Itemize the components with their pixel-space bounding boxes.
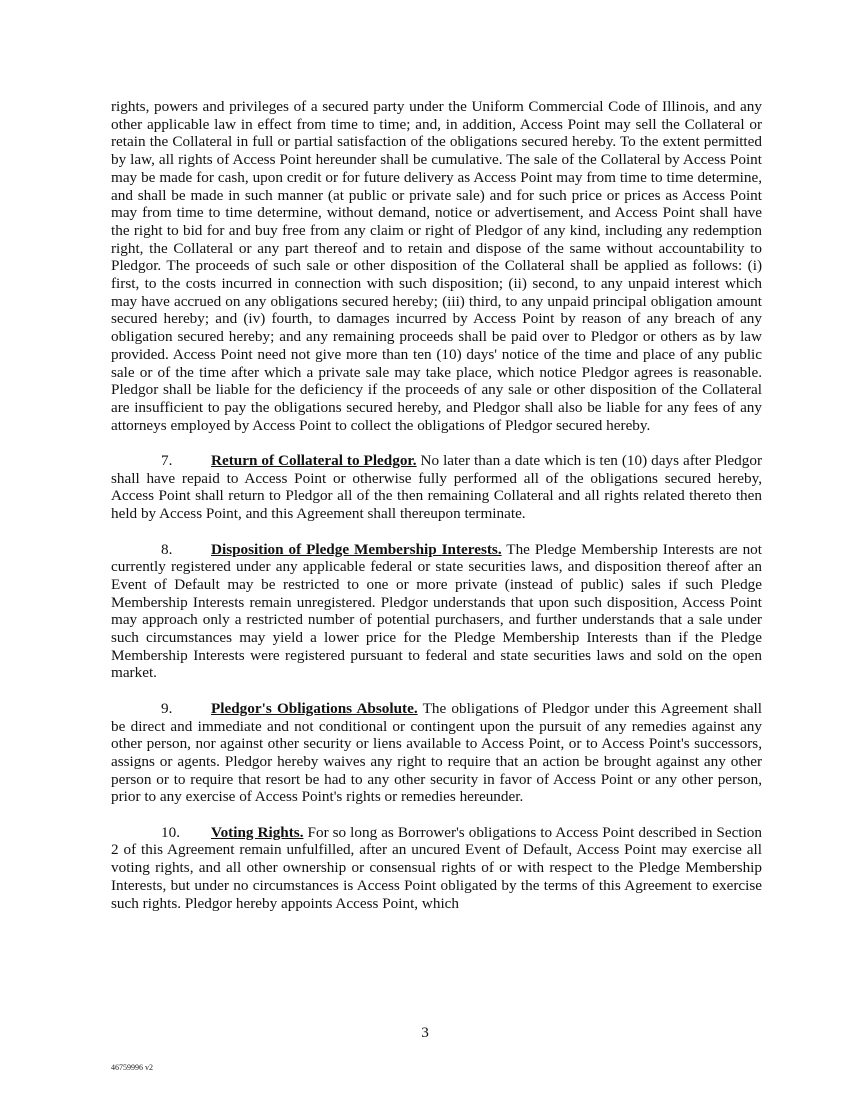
section-8 <box>111 541 762 683</box>
section-9-heading: Pledgor's Obligations Absolute. <box>211 699 418 717</box>
section-10-heading: Voting Rights. <box>211 823 304 841</box>
section-10-number: 10. <box>161 823 180 841</box>
page-number: 3 <box>421 1024 429 1041</box>
section-7-number: 7. <box>161 452 173 470</box>
section-7-heading: Return of Collateral to Pledgor. <box>211 452 417 470</box>
section-7-text: No later than a date which is ten (10) days after Pledgor shall have repaid to Access Point or otherwise fully performed all of the obligations secured hereby, Access Point shall return to Pledgor all of the then remaining Collateral and all rights related thereto then held by Access Point, and this Agreement shall thereupon terminate. <box>111 452 763 523</box>
section-8-heading: Disposition of Pledge Membership Interests. <box>211 540 502 558</box>
section-9 <box>111 700 762 806</box>
continuation-paragraph: rights, powers and privileges of a secured party under the Uniform Commercial Code of Illinois, and any other applicable law in effect from time to time; and, in addition, Access Point may sell the Collateral or retain the Collateral in full or partial satisfaction of the obligations secured hereby. To the extent permitted by law, all rights of Access Point hereunder shall be cumulative. The sale of the Collateral by Access Point may be made for cash, upon credit or for future delivery as Access Point may from time to time determine, and shall be made in such manner (at public or private sale) and for such price or prices as Access Point may from time to time determine, without demand, notice or advertisement, and Access Point shall have the right to bid for and buy free from any claim or right of Pledgor of any kind, including any redemption right, the Collateral or any part thereof and to retain and dispose of the same without accountability to Pledgor. The proceeds of such sale or other disposition of the Collateral shall be applied as follows: (i) first, to the costs incurred in connection with such disposition; (ii) second, to any unpaid interest which may have accrued on any obligations secured hereby; (iii) third, to any unpaid principal obligation amount secured hereby; and (iv) fourth, to damages incurred by Access Point by reason of any breach of any obligation secured hereby; and any remaining proceeds shall be paid over to Pledgor or others as by law provided. Access Point need not give more than ten (10) days' notice of the time and place of any public sale or of the time after which a private sale may take place, which notice Pledgor agrees is reasonable. Pledgor shall be liable for the deficiency if the proceeds of any sale or other disposition of the Collateral are insufficient to pay the obligations secured hereby, and Pledgor shall also be liable for any fees of any attorneys employed by Access Point to collect the obligations of Pledgor secured hereby. <box>111 98 762 434</box>
section-10-text: For so long as Borrower's obligations to Access Point described in Section 2 of this Agreement remain unfulfilled, after an uncured Event of Default, Access Point may exercise all voting rights, and all other ownership or consensual rights of or with respect to the Pledge Membership Interests, but under no circumstances is Access Point obligated by the terms of this Agreement to exercise such rights. Pledgor hereby appoints Access Point, which <box>111 823 762 912</box>
section-7 <box>111 452 762 523</box>
section-9-number: 9. <box>161 699 173 717</box>
section-8-text: The Pledge Membership Interests are not currently registered under any applicable federal or state securities laws, and disposition thereof after an Event of Default may be restricted to one or more private (instead of public) sales if such Pledge Membership Interests remain unregistered. Pledgor understands that upon such disposition, Access Point may approach only a restricted number of potential purchasers, and further understands that a sale under such circumstances may yield a lower price for the Pledge Membership Interests than if the Pledge Membership Interests were registered pursuant to federal and state securities laws and sold on the open market. <box>111 540 762 682</box>
section-9-text: The obligations of Pledgor under this Agreement shall be direct and immediate and not conditional or contingent upon the pursuit of any remedies against any other person, nor against other security or liens available to Access Point, or to Access Point's successors, assigns or agents. Pledgor hereby waives any right to require that an action be brought against any other person or to require that resort be had to any other security in favor of Access Point or any other person, prior to any exercise of Access Point's rights or remedies hereunder. <box>111 699 763 806</box>
document-id: 46759996 v2 <box>111 1063 153 1072</box>
document-body <box>111 98 762 930</box>
section-10 <box>111 824 762 913</box>
section-8-number: 8. <box>161 540 173 558</box>
